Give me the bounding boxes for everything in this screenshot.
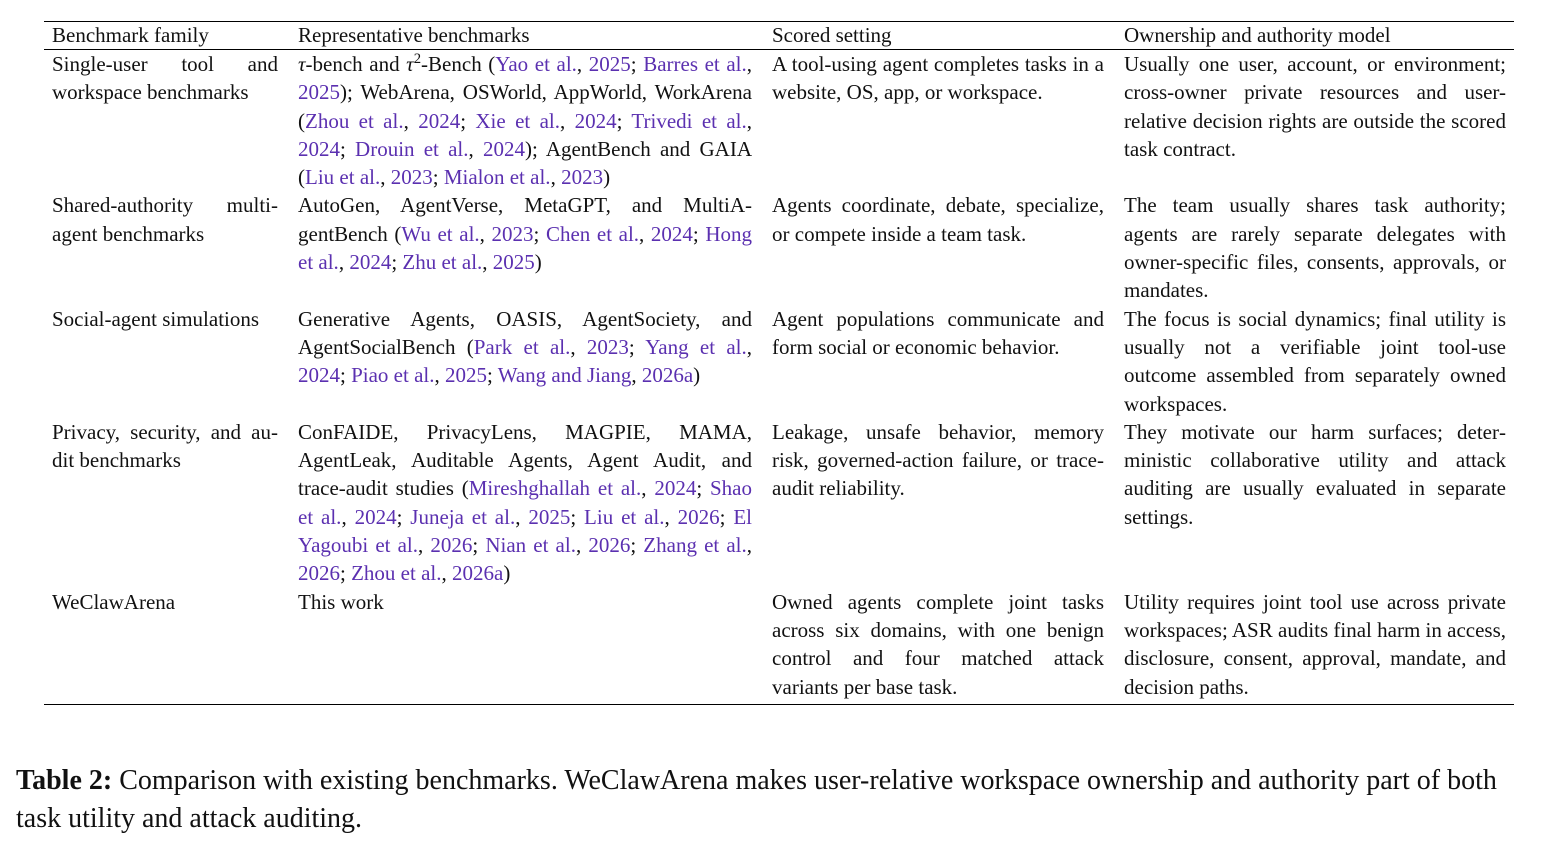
benchmark-text: , xyxy=(631,363,642,388)
header-ownership-authority: Ownership and authority model xyxy=(1116,22,1514,50)
benchmark-text: , xyxy=(403,108,419,133)
benchmark-text: , xyxy=(746,108,752,133)
benchmark-text: ); AgentBench and GAIA ( xyxy=(298,136,752,190)
benchmark-text: ; xyxy=(692,221,706,246)
benchmark-text: ; xyxy=(570,504,585,529)
benchmark-text: ; xyxy=(533,221,546,246)
table-row xyxy=(44,418,1514,588)
citation-link[interactable]: Shao et al. xyxy=(298,476,752,529)
benchmark-text: This work xyxy=(298,589,384,614)
citation-link[interactable]: Liu et al. xyxy=(305,165,381,190)
citation-link[interactable]: Zhou et al. xyxy=(351,561,442,586)
citation-link[interactable]: Xie et al. xyxy=(475,108,560,133)
cell-scored-setting: Owned agents complete joint tasks across six domains, with one benign control and four matched attack variants per base task. xyxy=(764,588,1116,705)
citation-link[interactable]: 2024 xyxy=(654,476,697,501)
table-row xyxy=(44,50,1514,192)
caption-label: Table 2: xyxy=(16,765,113,796)
citation-link[interactable]: Juneja et al. xyxy=(410,504,516,529)
citation-link[interactable]: 2023 xyxy=(561,165,604,190)
benchmark-text: , xyxy=(664,504,678,529)
cell-scored-setting: A tool-using agent completes tasks in a website, OS, app, or workspace. xyxy=(772,52,1104,105)
benchmark-text: , xyxy=(746,533,752,558)
caption-text: Comparison with existing benchmarks. WeClawArena makes user-relative workspace ownership and authority part of both task utility and attack auditing. xyxy=(16,765,1497,834)
cell-ownership-authority: The team usually shares task authority; agents are rarely separate delegates with owner-specific files, consents, approvals, or mandates. xyxy=(1124,193,1506,303)
citation-link[interactable]: 2024 xyxy=(650,221,693,246)
citation-link[interactable]: 2024 xyxy=(574,108,617,133)
citation-link[interactable]: 2025 xyxy=(298,80,340,105)
cell-ownership-authority: Utility requires joint tool use across private workspaces; ASR audits final harm in access, disclosure, consent, approval, mandate, and decision paths. xyxy=(1116,588,1514,705)
benchmark-text: , xyxy=(746,334,752,359)
citation-link[interactable]: 2024 xyxy=(354,504,397,529)
benchmark-text: , xyxy=(641,476,655,501)
citation-link[interactable]: 2024 xyxy=(298,136,340,161)
benchmark-text: Generative Agents, OASIS, AgentSociety, and AgentSocialBench ( xyxy=(298,306,752,359)
benchmark-text: , xyxy=(434,363,445,388)
citation-link[interactable]: 2026 xyxy=(677,504,720,529)
benchmark-text: ) xyxy=(693,363,701,388)
benchmark-text: ) xyxy=(603,165,611,190)
benchmark-text: , xyxy=(479,221,492,246)
benchmark-text: , xyxy=(441,561,452,586)
citation-link[interactable]: Trivedi et al. xyxy=(631,108,747,133)
cell-benchmark-family: Shared-authority multiagent benchmarks xyxy=(52,193,278,246)
benchmark-text: ; xyxy=(719,504,734,529)
benchmark-text: ; xyxy=(432,165,444,190)
benchmark-text: , xyxy=(468,136,483,161)
benchmark-text: ; xyxy=(396,504,411,529)
cell-scored-setting: Leakage, unsafe behavior, memory risk, governed-action failure, or trace-audit reliability. xyxy=(772,419,1104,501)
citation-link[interactable]: 2023 xyxy=(390,165,433,190)
table-body xyxy=(44,50,1514,705)
benchmark-text: -Bench ( xyxy=(421,52,496,76)
cell-benchmark-family: Privacy, security, and audit benchmarks xyxy=(52,419,278,473)
benchmark-text: ) xyxy=(534,250,542,275)
benchmark-text: , xyxy=(639,221,651,246)
citation-link[interactable]: Wang and Jiang xyxy=(497,363,632,388)
benchmark-text: ; xyxy=(616,108,632,133)
citation-link[interactable]: 2024 xyxy=(298,363,340,388)
benchmark-text: , xyxy=(338,250,350,275)
citation-link[interactable]: 2024 xyxy=(349,250,392,275)
benchmark-text: ; xyxy=(487,363,498,388)
benchmark-text: ; xyxy=(696,476,710,501)
citation-link[interactable]: Mialon et al. xyxy=(443,165,551,190)
benchmark-text: ; xyxy=(460,108,476,133)
benchmark-text: , xyxy=(576,52,589,76)
cell-representative-benchmarks xyxy=(290,588,764,705)
citation-link[interactable]: Nian et al. xyxy=(485,533,576,558)
benchmark-text: ); WebArena, OSWorld, AppWorld, WorkArena ( xyxy=(298,80,752,133)
cell-benchmark-family: WeClawArena xyxy=(44,588,290,705)
citation-link[interactable]: Barres et al. xyxy=(643,52,747,76)
citation-link[interactable]: Zhou et al. xyxy=(305,108,404,133)
citation-link[interactable]: El Yagoubi et al. xyxy=(298,504,753,558)
citation-link[interactable]: Zhang et al. xyxy=(643,533,747,558)
benchmark-text: , xyxy=(575,533,589,558)
citation-link[interactable]: Hong et al. xyxy=(298,221,753,275)
benchmark-text: , xyxy=(550,165,562,190)
benchmark-text: ; xyxy=(630,533,644,558)
citation-link[interactable]: 2025 xyxy=(528,504,571,529)
citation-link[interactable]: 2025 xyxy=(588,52,631,76)
benchmark-text: , xyxy=(559,108,575,133)
benchmark-text: , xyxy=(341,504,355,529)
citation-link[interactable]: Wu et al. xyxy=(401,221,480,246)
benchmark-text: ; xyxy=(391,250,403,275)
cell-benchmark-family: Single-user tool and workspace benchmarks xyxy=(52,52,278,105)
citation-link[interactable]: Liu et al. xyxy=(584,504,665,529)
citation-link[interactable]: Mireshghallah et al. xyxy=(468,476,642,501)
citation-link[interactable]: 2025 xyxy=(445,363,487,388)
cell-representative-benchmarks xyxy=(290,50,764,192)
citation-link[interactable]: 2024 xyxy=(482,136,525,161)
benchmark-text: ; xyxy=(340,561,352,586)
benchmark-text: AutoGen, AgentVerse, MetaGPT, and MultiAgentBench ( xyxy=(298,193,752,246)
cell-scored-setting: Agent populations communicate and form social or economic behavior. xyxy=(772,306,1104,359)
benchmark-text: ) xyxy=(503,561,511,586)
citation-link[interactable]: 2026 xyxy=(298,561,340,586)
benchmark-text: , xyxy=(515,504,529,529)
tau-symbol: τ xyxy=(298,52,306,76)
benchmark-text: ; xyxy=(340,363,352,388)
benchmark-text: , xyxy=(380,165,391,190)
table-caption xyxy=(16,762,1546,838)
benchmark-text: ConFAIDE, PrivacyLens, MAGPIE, MAMA, AgentLeak, Auditable Agents, Agent Audit, and trace-audit studies ( xyxy=(298,419,752,501)
table-row xyxy=(44,305,1514,418)
comparison-table xyxy=(44,21,1514,705)
citation-link[interactable]: 2026 xyxy=(588,533,631,558)
table-row xyxy=(44,191,1514,304)
benchmark-text: , xyxy=(746,52,753,76)
citation-link[interactable]: 2026a xyxy=(641,363,694,388)
cell-representative-benchmarks xyxy=(290,305,764,418)
citation-link[interactable]: 2026a xyxy=(451,561,504,586)
citation-link[interactable]: 2026 xyxy=(430,533,473,558)
benchmark-text: ; xyxy=(340,136,356,161)
citation-link[interactable]: 2023 xyxy=(491,221,534,246)
benchmark-text: , xyxy=(570,334,587,359)
benchmark-text: , xyxy=(482,250,493,275)
header-scored-setting: Scored setting xyxy=(764,22,1116,50)
benchmark-text: -bench and xyxy=(305,52,407,76)
citation-link[interactable]: 2023 xyxy=(586,334,629,359)
superscript: 2 xyxy=(413,50,422,67)
citation-link[interactable]: 2025 xyxy=(492,250,535,275)
table-row xyxy=(44,588,1514,705)
tau-symbol: τ xyxy=(406,52,414,76)
cell-representative-benchmarks xyxy=(290,418,764,588)
citation-link[interactable]: Zhu et al. xyxy=(402,250,483,275)
citation-link[interactable]: 2024 xyxy=(418,108,461,133)
cell-scored-setting: Agents coordinate, debate, specialize, or compete inside a team task. xyxy=(772,193,1104,246)
citation-link[interactable]: Yang et al. xyxy=(645,334,747,359)
benchmark-text: ; xyxy=(472,533,486,558)
header-benchmark-family: Benchmark family xyxy=(44,22,290,50)
benchmark-text: ; xyxy=(628,334,646,359)
header-representative-benchmarks: Representative benchmarks xyxy=(290,22,764,50)
benchmark-text: ; xyxy=(630,52,644,76)
cell-ownership-authority: They motivate our harm surfaces; deterministic collaborative utility and attack auditing are usually evaluated in separate settings. xyxy=(1124,419,1506,529)
citation-link[interactable]: Piao et al. xyxy=(351,363,435,388)
benchmark-text: , xyxy=(418,533,431,558)
citation-link[interactable]: Chen et al. xyxy=(545,221,640,246)
citation-link[interactable]: Drouin et al. xyxy=(355,136,469,161)
cell-benchmark-family: Social-agent simulations xyxy=(52,306,260,331)
cell-ownership-authority: Usually one user, account, or environment; cross-owner private resources and user-relative decision rights are outside the scored task contract. xyxy=(1124,52,1506,161)
cell-ownership-authority: The focus is social dynamics; final utility is usually not a verifiable joint tool-use outcome assembled from separately owned workspaces. xyxy=(1124,306,1506,416)
table-header-row xyxy=(44,22,1514,50)
cell-representative-benchmarks xyxy=(290,191,764,304)
citation-link[interactable]: Yao et al. xyxy=(495,52,577,76)
citation-link[interactable]: Park et al. xyxy=(473,334,571,359)
